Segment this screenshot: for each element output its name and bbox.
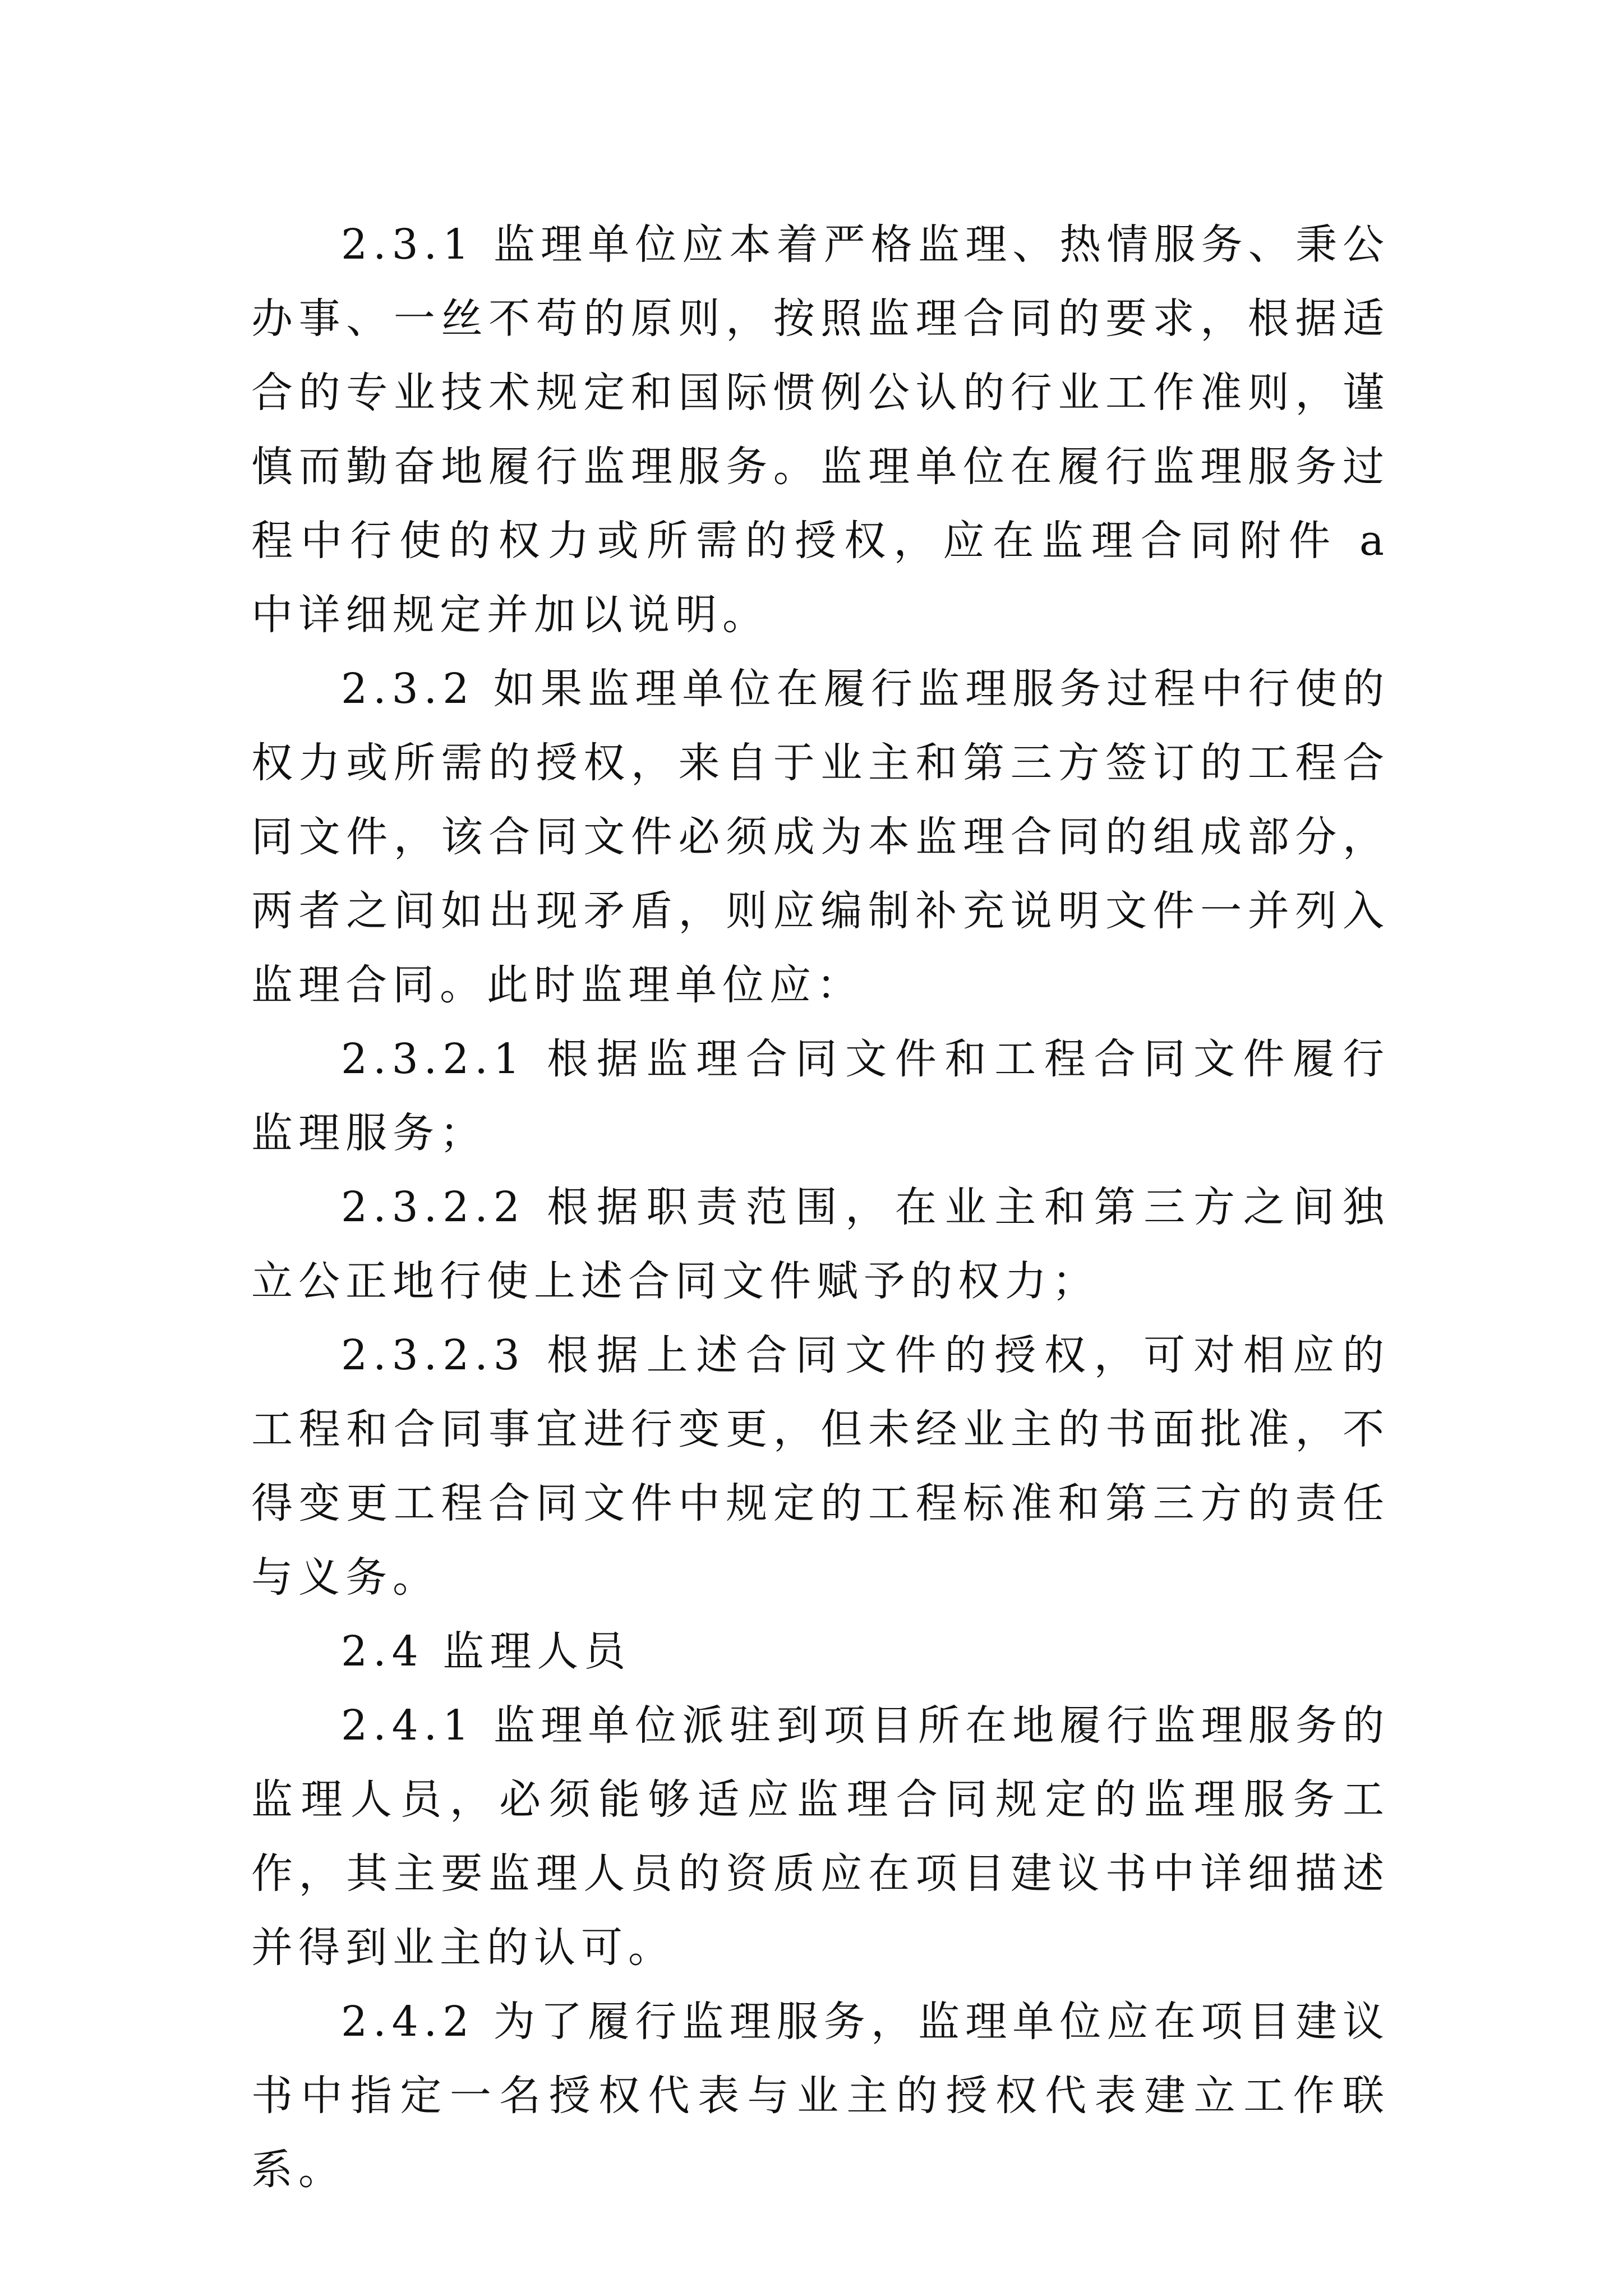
paragraph-2-3-2-3: 2.3.2.3 根据上述合同文件的授权，可对相应的工程和合同事宜进行变更，但未经业主的书面批准，不得变更工程合同文件中规定的工程标准和第三方的责任与义务。 [251,1331,1390,1602]
paragraph-2-4-1: 2.4.1 监理单位派驻到项目所在地履行监理服务的监理人员，必须能够适应监理合同规定的监理服务工作，其主要监理人员的资质应在项目建议书中详细描述并得到业主的认可。 [251,1701,1390,1972]
paragraph-2-3-2: 2.3.2 如果监理单位在履行监理服务过程中行使的权力或所需的授权，来自于业主和第三方签订的工程合同文件，该合同文件必须成为本监理合同的组成部分，两者之间如出现矛盾，则应编制补充说明文件一并列入监理合同。此时监理单位应： [251,665,1390,1009]
paragraph-2-4-2: 2.4.2 为了履行监理服务，监理单位应在项目建议书中指定一名授权代表与业主的授权代表建立工作联系。 [251,1998,1390,2194]
paragraph-2-3-2-2: 2.3.2.2 根据职责范围，在业主和第三方之间独立公正地行使上述合同文件赋予的权力； [251,1183,1390,1305]
section-heading-2-4: 2.4 监理人员 [341,1627,631,1676]
paragraph-2-3-1: 2.3.1 监理单位应本着严格监理、热情服务、秉公办事、一丝不苟的原则，按照监理合同的要求，根据适合的专业技术规定和国际惯例公认的行业工作准则，谨慎而勤奋地履行监理服务。监理单位在履行监理服务过程中行使的权力或所需的授权，应在监理合同附件 a 中详细规定并加以说明。 [251,220,1390,639]
document-body [251,208,1390,2207]
paragraph-2-3-2-1: 2.3.2.1 根据监理合同文件和工程合同文件履行监理服务； [251,1035,1390,1157]
